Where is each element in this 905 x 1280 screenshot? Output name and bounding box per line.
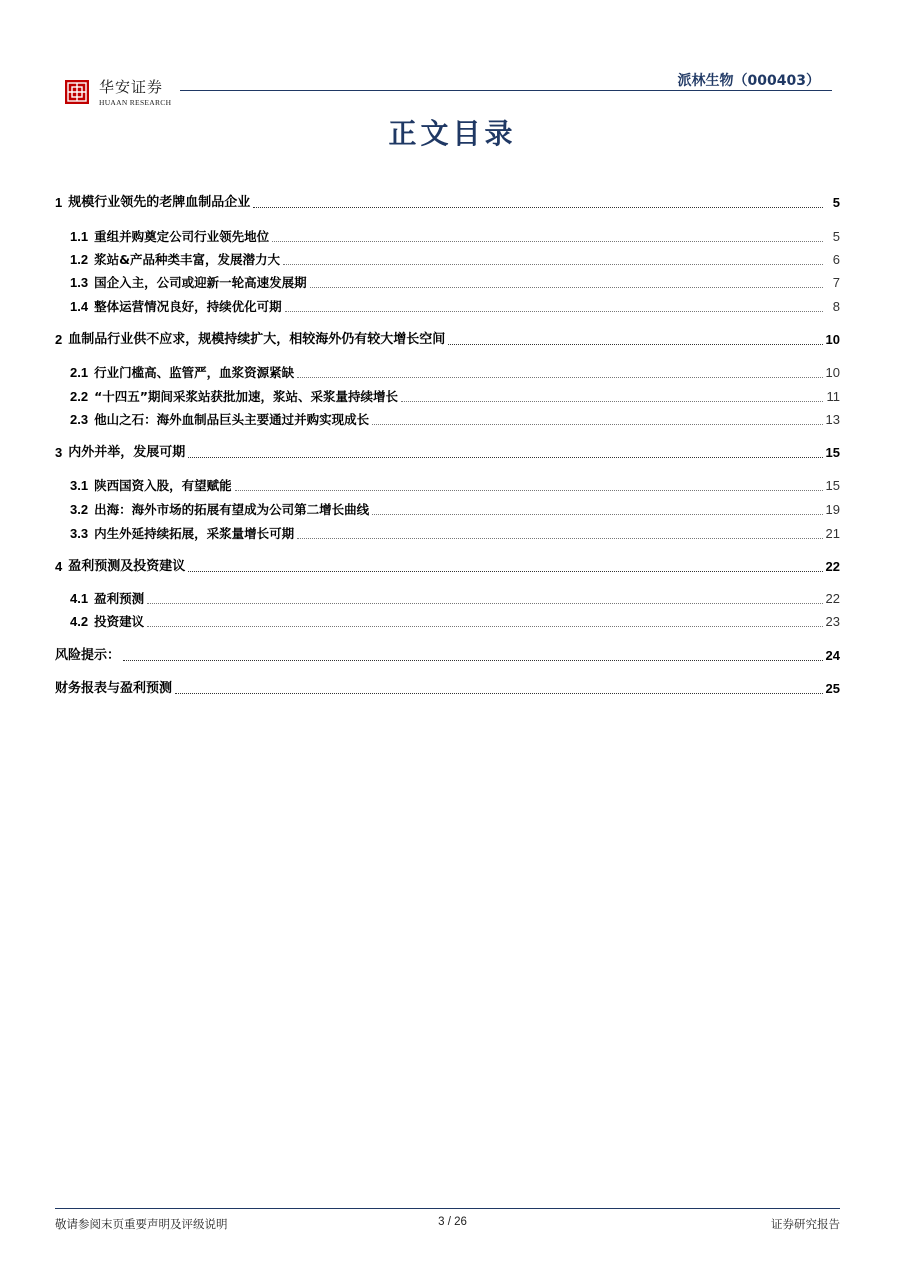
toc-entry-page: 15 <box>825 478 840 493</box>
footer-disclaimer: 敬请参阅末页重要声明及评级说明 <box>55 1217 228 1231</box>
toc-entry[interactable] <box>55 611 840 631</box>
toc-entry[interactable] <box>55 362 840 382</box>
toc-entry-title: 内生外延持续拓展，采浆量增长可期 <box>94 526 295 541</box>
toc-entry-page: 24 <box>825 648 840 663</box>
toc-dot-leader <box>147 625 822 627</box>
toc-entry-number: 1.2 <box>70 252 89 267</box>
toc-entry-number: 2 <box>55 332 63 347</box>
toc-entry-number: 4.2 <box>70 614 89 629</box>
toc-entry-page: 22 <box>825 591 840 606</box>
toc-entry-title: 风险提示： <box>55 648 121 663</box>
toc-entry[interactable] <box>55 249 840 269</box>
logo-english-name: HUAAN RESEARCH <box>99 98 172 107</box>
toc-entry-title: 内外并举，发展可期 <box>68 445 186 460</box>
toc-dot-leader <box>401 400 823 402</box>
toc-entry-page: 11 <box>826 389 840 404</box>
huaan-logo-icon <box>65 80 89 104</box>
toc-entry-number: 2.3 <box>70 412 89 427</box>
toc-entry-number: 1.1 <box>70 229 89 244</box>
company-name: 派林生物（000403） <box>677 73 820 89</box>
footer-divider <box>55 1208 840 1209</box>
toc-entry-page: 19 <box>825 502 840 517</box>
toc-entry-title: 盈利预测及投资建议 <box>68 559 186 574</box>
toc-entry-title: 整体运营情况良好，持续优化可期 <box>94 299 282 314</box>
toc-dot-leader <box>448 343 822 345</box>
toc-entry[interactable] <box>55 329 840 349</box>
toc-entry[interactable] <box>55 192 840 212</box>
toc-entry-number: 2.1 <box>70 365 89 380</box>
header-divider <box>180 90 832 91</box>
toc-entry[interactable] <box>55 226 840 246</box>
footer-report-type: 证券研究报告 <box>771 1217 840 1231</box>
toc-entry-page: 10 <box>825 332 840 347</box>
page-title: 正文目录 <box>388 117 517 150</box>
toc-entry-number: 4 <box>55 559 63 574</box>
toc-entry-page: 21 <box>825 526 840 541</box>
toc-dot-leader <box>175 692 823 694</box>
toc-entry[interactable] <box>55 442 840 462</box>
toc-entry-title: 行业门槛高、监管严，血浆资源紧缺 <box>94 365 295 380</box>
toc-entry-title: 国企入主，公司或迎新一轮高速发展期 <box>94 275 307 290</box>
toc-entry-title: 血制品行业供不应求，规模持续扩大，相较海外仍有较大增长空间 <box>68 332 446 347</box>
toc-entry-title: 盈利预测 <box>94 591 145 606</box>
toc-entry-number: 3.3 <box>70 526 89 541</box>
toc-dot-leader <box>372 423 822 425</box>
toc-entry[interactable] <box>55 386 840 406</box>
toc-dot-leader <box>188 456 822 458</box>
toc-entry-title: 财务报表与盈利预测 <box>55 681 173 696</box>
toc-entry-title: 出海：海外市场的拓展有望成为公司第二增长曲线 <box>94 502 370 517</box>
toc-entry-title: 浆站&产品种类丰富，发展潜力大 <box>94 252 280 267</box>
toc-entry-number: 3.2 <box>70 502 89 517</box>
toc-entry-page: 25 <box>825 681 840 696</box>
toc-entry[interactable] <box>55 645 840 665</box>
toc-entry-title: 规模行业领先的老牌血制品企业 <box>68 195 251 210</box>
toc-dot-leader <box>285 310 823 312</box>
toc-dot-leader <box>123 659 823 661</box>
toc-dot-leader <box>283 263 823 265</box>
toc-dot-leader <box>310 286 823 288</box>
toc-dot-leader <box>372 513 822 515</box>
toc-entry-page: 6 <box>832 252 840 267</box>
toc-entry[interactable] <box>55 499 840 519</box>
toc-entry-page: 10 <box>825 365 840 380</box>
logo-chinese-name: 华安证券 <box>99 78 164 96</box>
toc-entry-number: 1.3 <box>70 275 89 290</box>
toc-entry-page: 7 <box>832 275 840 290</box>
toc-entry-page: 22 <box>825 559 840 574</box>
toc-entry-title: 重组并购奠定公司行业领先地位 <box>94 229 270 244</box>
toc-entry-page: 5 <box>832 195 840 210</box>
toc-entry[interactable] <box>55 409 840 429</box>
toc-entry-page: 13 <box>825 412 840 427</box>
toc-entry[interactable] <box>55 272 840 292</box>
toc-entry-number: 3.1 <box>70 478 89 493</box>
toc-entry-number: 3 <box>55 445 63 460</box>
toc-entry-title: 他山之石：海外血制品巨头主要通过并购实现成长 <box>94 412 370 427</box>
toc-entry-page: 23 <box>825 614 840 629</box>
toc-entry[interactable] <box>55 296 840 316</box>
toc-entry[interactable] <box>55 556 840 576</box>
toc-entry-number: 1.4 <box>70 299 89 314</box>
toc-dot-leader <box>188 570 822 572</box>
toc-dot-leader <box>235 489 823 491</box>
toc-entry[interactable] <box>55 588 840 608</box>
toc-entry-title: 投资建议 <box>94 614 145 629</box>
toc-dot-leader <box>272 240 823 242</box>
toc-entry-page: 5 <box>832 229 840 244</box>
toc-entry-number: 2.2 <box>70 389 89 404</box>
toc-entry-title: “十四五”期间采浆站获批加速，浆站、采浆量持续增长 <box>94 389 399 404</box>
toc-entry-page: 15 <box>825 445 840 460</box>
toc-entry-page: 8 <box>832 299 840 314</box>
toc-entry[interactable] <box>55 678 840 698</box>
toc-entry[interactable] <box>55 523 840 543</box>
page-number: 3 / 26 <box>438 1216 467 1228</box>
toc-entry-number: 1 <box>55 195 63 210</box>
toc-entry-title: 陕西国资入股，有望赋能 <box>94 478 232 493</box>
toc-entry-number: 4.1 <box>70 591 89 606</box>
page-header <box>0 0 905 112</box>
toc-entry[interactable] <box>55 475 840 495</box>
toc-dot-leader <box>297 376 822 378</box>
toc-dot-leader <box>297 537 822 539</box>
toc-dot-leader <box>253 206 823 208</box>
toc-dot-leader <box>147 602 822 604</box>
